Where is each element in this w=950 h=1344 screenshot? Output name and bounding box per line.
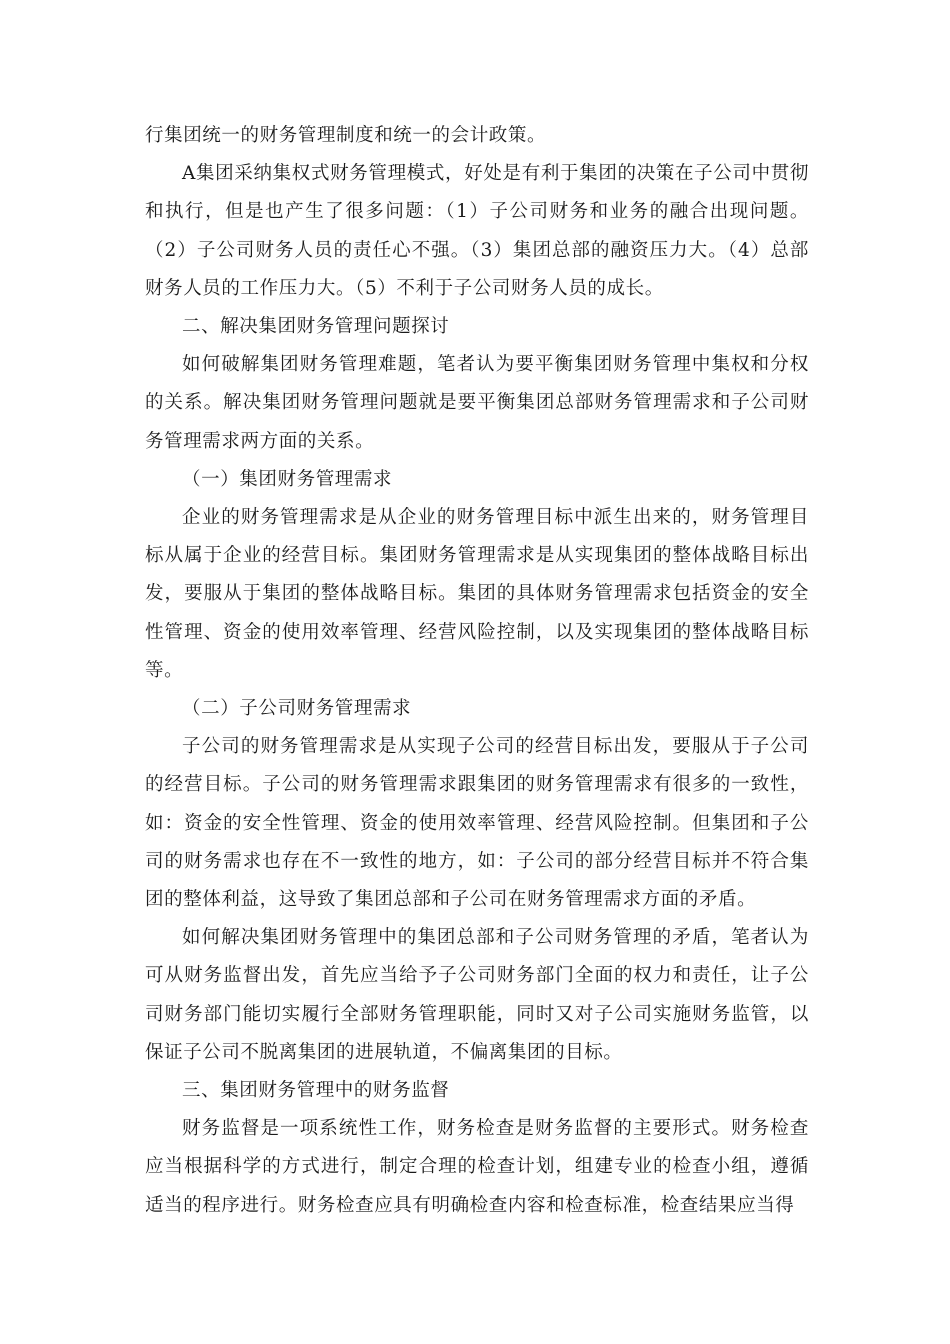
paragraph-solution: 如何破解集团财务管理难题，笔者认为要平衡集团财务管理中集权和分权的关系。解决集团财务管理问题就是要平衡集团总部财务管理需求和子公司财务管理需求两方面的关系。 (145, 354, 809, 452)
section-heading-2: 二、解决集团财务管理问题探讨 (182, 316, 450, 338)
subsection-heading-group-needs: （一）集团财务管理需求 (182, 468, 393, 490)
document-page (145, 117, 809, 1225)
section-heading-3: 三、集团财务管理中的财务监督 (182, 1080, 450, 1102)
paragraph-continuation: 行集团统一的财务管理制度和统一的会计政策。 (145, 125, 547, 146)
paragraph-subsidiary-needs: 子公司的财务管理需求是从实现子公司的经营目标出发，要服从于子公司的经营目标。子公司的财务管理需求跟集团的财务管理需求有很多的一致性，如：资金的安全性管理、资金的使用效率管理、经营风险控制。但集团和子公司的财务需求也存在不一致性的地方，如：子公司的部分经营目标并不符合集团的整体利益，这导致了集团总部和子公司在财务管理需求方面的矛盾。 (145, 736, 809, 911)
paragraph-problems: A集团采纳集权式财务管理模式，好处是有利于集团的决策在子公司中贯彻和执行，但是也产生了很多问题：（1）子公司财务和业务的融合出现问题。（2）子公司财务人员的责任心不强。（3）集团总部的融资压力大。（4）总部财务人员的工作压力大。（5）不利于子公司财务人员的成长。 (145, 163, 809, 299)
paragraph-financial-supervision: 财务监督是一项系统性工作，财务检查是财务监督的主要形式。财务检查应当根据科学的方式进行，制定合理的检查计划，组建专业的检查小组，遵循适当的程序进行。财务检查应具有明确检查内容和检查标准，检查结果应当得 (145, 1118, 809, 1216)
paragraph-group-needs: 企业的财务管理需求是从企业的财务管理目标中派生出来的，财务管理目标从属于企业的经营目标。集团财务管理需求是从实现集团的整体战略目标出发，要服从于集团的整体战略目标。集团的具体财务管理需求包括资金的安全性管理、资金的使用效率管理、经营风险控制，以及实现集团的整体战略目标等。 (145, 507, 809, 681)
paragraph-conflict-resolution: 如何解决集团财务管理中的集团总部和子公司财务管理的矛盾，笔者认为可从财务监督出发，首先应当给予子公司财务部门全面的权力和责任，让子公司财务部门能切实履行全部财务管理职能，同时又对子公司实施财务监管，以保证子公司不脱离集团的进展轨道，不偏离集团的目标。 (145, 927, 809, 1063)
subsection-heading-subsidiary-needs: （二）子公司财务管理需求 (182, 698, 412, 720)
